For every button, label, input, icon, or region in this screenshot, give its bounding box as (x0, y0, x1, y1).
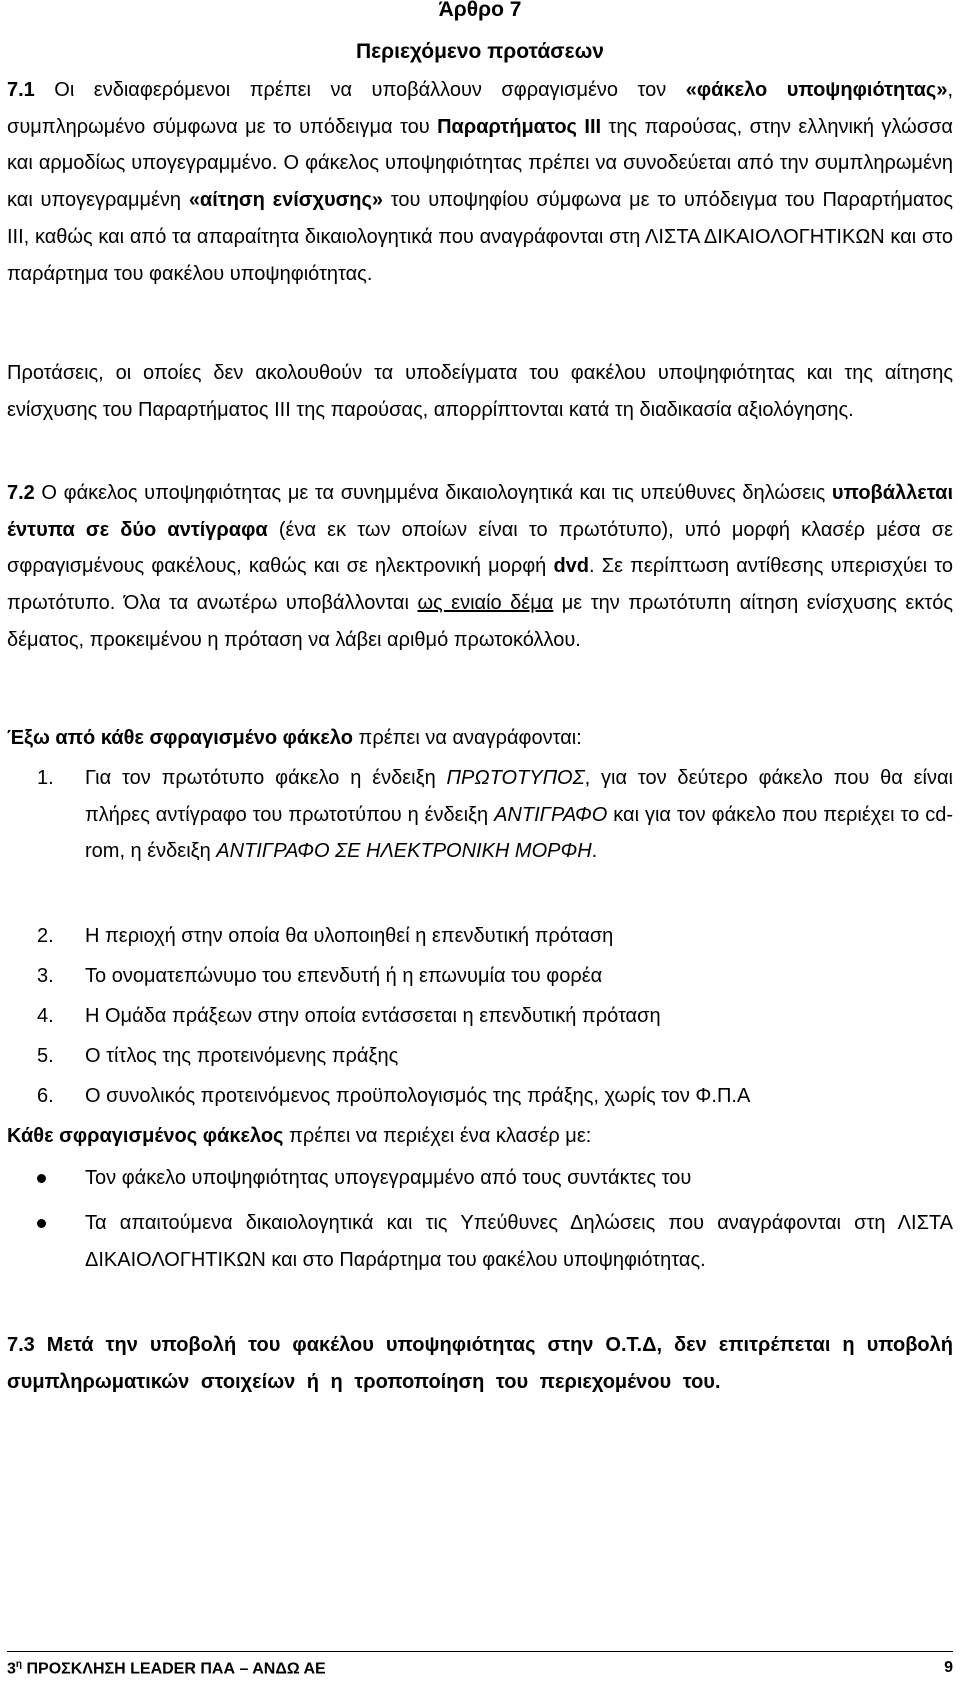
list-number: 6. (37, 1085, 54, 1107)
text-run: Ο φάκελος υποψηφιότητας με τα συνημμένα δικαιολογητικά και τις υπεύθυνες δηλώσεις (34, 482, 832, 504)
page-number: 9 (944, 1659, 953, 1676)
text-run: πρέπει να αναγράφονται: (352, 727, 582, 749)
text-run-italic: ΑΝΤΙΓΡΑΦΟ ΣΕ ΗΛΕΚΤΡΟΝΙΚΗ ΜΟΡΦΗ (216, 840, 592, 863)
section-number: 7.2 (7, 482, 35, 504)
paragraph-7-1-rejection: Προτάσεις, οι οποίες δεν ακολουθούν τα υποδείγματα του φακέλου υποψηφιότητας και της αίτησης ενίσχυσης του Παραρτήματος ΙΙΙ της παρούσας, απορρίπτονται κατά τη διαδικασία αξιολόγησης. (7, 362, 953, 421)
text-run-bold: «αίτηση ενίσχυσης» (188, 189, 384, 212)
paragraph-7-3: 7.3 Μετά την υποβολή του φακέλου υποψηφιότητας στην Ο.Τ.Δ, δεν επιτρέπεται η υποβολή συμπληρωματικών στοιχείων ή η τροποποίηση του περιεχομένου του. (7, 1334, 953, 1393)
text-run: της παρούσας, στην ελληνική γλώσσα και αρμοδίως υπογεγραμμένο. Ο φάκελος υποψηφιότητας πρέπει να συνοδεύεται από την συμπληρωμένη και υπογεγραμμένη (7, 115, 953, 212)
list-number: 1. (37, 767, 54, 789)
text-run-bold: Έξω από κάθε σφραγισμένο φάκελο (7, 727, 353, 749)
text-run-bold: υποβάλλεται έντυπα σε δύο αντίγραφα (7, 482, 953, 541)
text-run: με την πρωτότυπη αίτηση ενίσχυσης εκτός δέματος, προκειμένου η πρόταση να λάβει αριθμό πρωτοκόλλου. (7, 592, 954, 651)
text-run: . (591, 840, 598, 863)
list-text: Ο συνολικός προτεινόμενος προϋπολογισμός της πράξης, χωρίς τον Φ.Π.Α (85, 1085, 751, 1107)
text-run-italic: ΑΝΤΙΓΡΑΦΟ (494, 803, 608, 826)
list-text: Ο τίτλος της προτεινόμενης πράξης (85, 1045, 399, 1067)
section-number: 7.1 (7, 79, 35, 101)
article-title: Άρθρο 7 (438, 0, 522, 21)
list-number: 5. (37, 1045, 54, 1067)
text-run-bold: Παραρτήματος ΙΙΙ (437, 115, 602, 138)
bullet-icon (37, 1219, 46, 1228)
text-run-underline: ως ενιαίο δέμα (417, 592, 554, 615)
text-run: , για τον δεύτερο φάκελο που θα είναι πλήρες αντίγραφο του πρωτοτύπου η ένδειξη (85, 767, 953, 826)
text-run-bold: «φάκελο υποψηφιότητας» (685, 79, 948, 101)
text-run: (ένα εκ των οποίων είναι το πρωτότυπο), υπό μορφή κλασέρ μέσα σε σφραγισμένους φακέλους, καθώς και σε ηλεκτρονική μορφή (7, 518, 953, 578)
paragraph-7-2 (7, 475, 953, 659)
bullet-text: Τα απαιτούμενα δικαιολογητικά και τις Υπεύθυνες Δηλώσεις που αναγράφονται στη ΛΙΣΤΑ ΔΙΚΑΙΟΛΟΓΗΤΙΚΩΝ και στο Παράρτημα του φακέλου υποψηφιότητας. (85, 1212, 953, 1271)
bullet-icon (37, 1174, 46, 1183)
list-number: 3. (37, 965, 54, 987)
text-run: πρέπει να περιέχει ένα κλασέρ με: (283, 1125, 592, 1147)
list-number: 4. (37, 1005, 54, 1027)
text-run-bold: Κάθε σφραγισμένος φάκελος (7, 1125, 284, 1147)
footer-number: 3 (7, 1660, 16, 1678)
footer-text: ΠΡΟΣΚΛΗΣΗ LEADER ΠΑΑ – ΑΝΔΩ ΑΕ (22, 1660, 326, 1678)
text-run: , συμπληρωμένο σύμφωνα με το υπόδειγμα του (7, 79, 954, 138)
list-text: Η περιοχή στην οποία θα υλοποιηθεί η επενδυτική πρόταση (85, 925, 614, 947)
text-run: Οι ενδιαφερόμενοι πρέπει να υποβάλλουν σφραγισμένο τον (34, 79, 686, 101)
list-text: Η Ομάδα πράξεων στην οποία εντάσσεται η επενδυτική πρόταση (85, 1005, 661, 1027)
list-text (85, 760, 953, 870)
list-number: 2. (37, 925, 54, 947)
footer-superscript: η (15, 1659, 23, 1670)
bullet-text: Τον φάκελο υποψηφιότητας υπογεγραμμένο από τους συντάκτες του (85, 1167, 692, 1189)
page-footer (7, 1651, 953, 1681)
binder-heading (7, 1118, 953, 1155)
list-text: Το ονοματεπώνυμο του επενδυτή ή η επωνυμία του φορέα (85, 965, 603, 987)
text-run-italic: ΠΡΩΤΟΤΥΠΟΣ (446, 767, 585, 789)
paragraph-7-1 (7, 72, 953, 292)
text-run: του υποψηφίου σύμφωνα με το υπόδειγμα του Παραρτήματος ΙΙΙ, καθώς και από τα απαραίτητα δικαιολογητικά που αναγράφονται στη ΛΙΣΤΑ ΔΙΚΑΙΟΛΟΓΗΤΙΚΩΝ και στο παράρτημα του φακέλου υποψηφιότητας. (7, 189, 953, 285)
text-run: και για τον φάκελο που περιέχει το cd- rom, η ένδειξη (85, 803, 954, 863)
outside-envelope-heading (7, 720, 953, 757)
text-run: . Σε περίπτωση αντίθεσης υπερισχύει το πρωτότυπο. Όλα τα ανωτέρω υποβάλλονται (7, 555, 953, 615)
article-subtitle: Περιεχόμενο προτάσεων (355, 40, 604, 63)
footer-divider (7, 1651, 953, 1652)
text-run-bold: dvd (553, 555, 589, 578)
text-run: Για τον πρωτότυπο φάκελο η ένδειξη (85, 767, 447, 789)
footer-title (7, 1659, 326, 1678)
